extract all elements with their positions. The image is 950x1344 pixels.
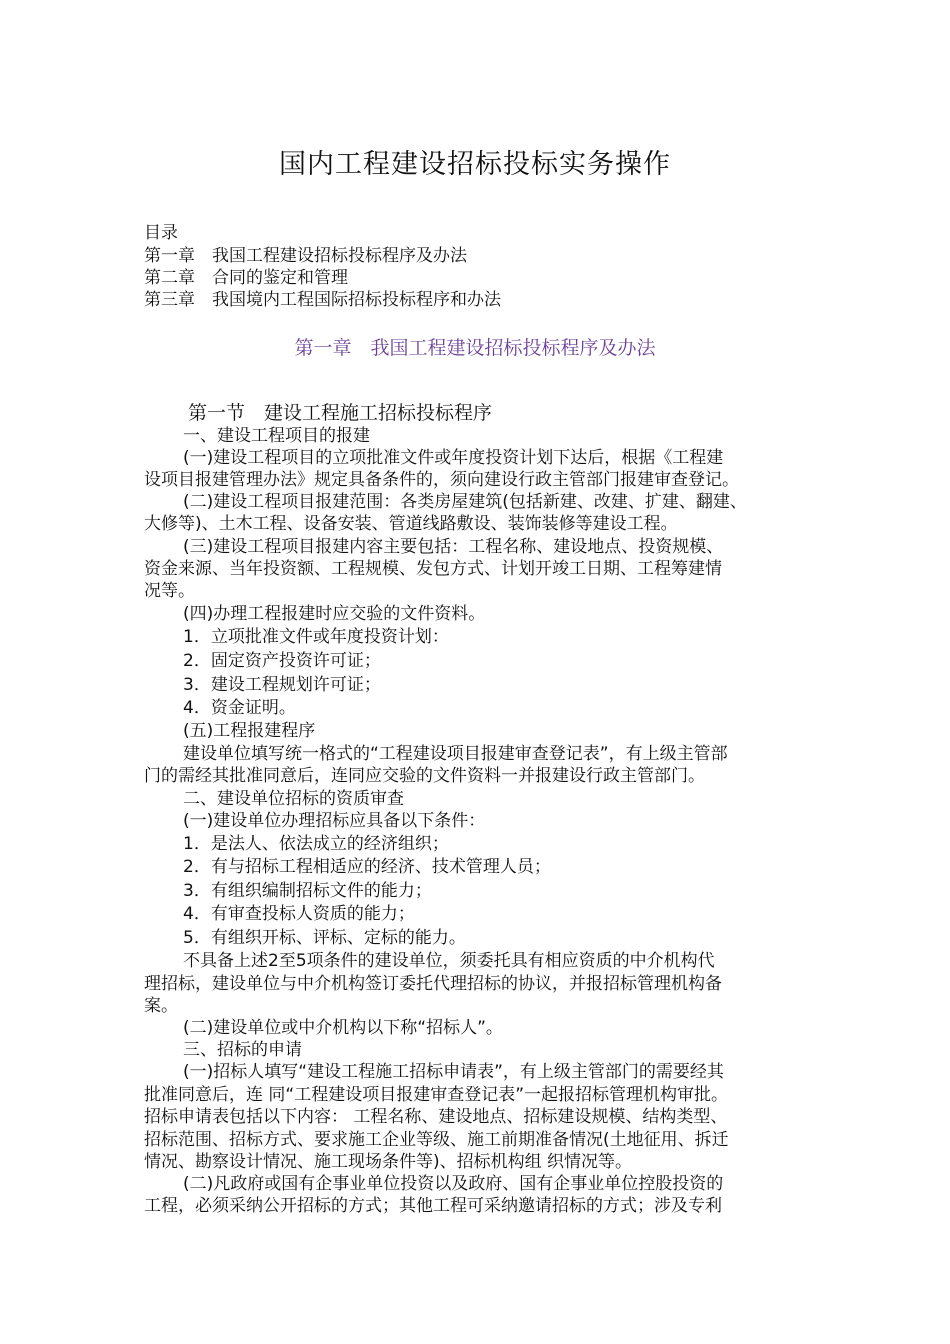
body-line: 大修等)、土木工程、设备安装、管道线路敷设、装饰装修等建设工程。	[144, 514, 678, 534]
list-item: 1．是法人、依法成立的经济组织；	[183, 834, 449, 854]
list-item: 4．资金证明。	[183, 698, 296, 718]
body-line: (四)办理工程报建时应交验的文件资料。	[183, 604, 486, 624]
body-line: 招标范围、招标方式、要求施工企业等级、施工前期准备情况(土地征用、拆迁	[144, 1130, 729, 1150]
body-line: 设项目报建管理办法》规定具备条件的，须向建设行政主管部门报建审查登记。	[144, 470, 739, 490]
body-line: 情况、勘察设计情况、施工现场条件等)、招标机构组 织情况等。	[144, 1152, 633, 1172]
body-line: 工程，必须采纳公开招标的方式；其他工程可采纳邀请招标的方式；涉及专利	[144, 1196, 722, 1216]
subsection-heading: 三、招标的申请	[183, 1040, 302, 1060]
body-line: (五)工程报建程序	[183, 721, 316, 741]
section-heading: 第一节 建设工程施工招标投标程序	[188, 402, 493, 424]
body-line: (一)建设单位办理招标应具备以下条件：	[183, 811, 486, 831]
body-line: (二)凡政府或国有企事业单位投资以及政府、国有企事业单位控股投资的	[183, 1174, 724, 1194]
body-line: 不具备上述2至5项条件的建设单位，须委托具有相应资质的中介机构代	[183, 951, 715, 971]
body-line: 理招标，建设单位与中介机构签订委托代理招标的协议，并报招标管理机构备	[144, 974, 722, 994]
toc-item: 第一章 我国工程建设招标投标程序及办法	[144, 246, 467, 266]
body-line: (三)建设工程项目报建内容主要包括：工程名称、建设地点、投资规模、	[183, 537, 724, 557]
body-line: (二)建设工程项目报建范围：各类房屋建筑(包括新建、改建、扩建、翻建、	[183, 492, 747, 512]
body-line: 建设单位填写统一格式的“工程建设项目报建审查登记表”，有上级主管部	[183, 744, 728, 764]
body-line: (一)招标人填写“建设工程施工招标申请表”，有上级主管部门的需要经其	[183, 1062, 724, 1082]
body-line: (一)建设工程项目的立项批准文件或年度投资计划下达后，根据《工程建	[183, 448, 724, 468]
toc-heading: 目录	[144, 223, 178, 243]
chapter-heading: 第一章 我国工程建设招标投标程序及办法	[294, 337, 656, 359]
list-item: 1．立项批准文件或年度投资计划：	[183, 627, 449, 647]
body-line: 招标申请表包括以下内容： 工程名称、建设地点、招标建设规模、结构类型、	[144, 1107, 728, 1127]
body-line: 门的需经其批准同意后，连同应交验的文件资料一并报建设行政主管部门。	[144, 766, 705, 786]
body-line: 况等。	[144, 581, 195, 601]
list-item: 4．有审查投标人资质的能力；	[183, 904, 415, 924]
list-item: 5．有组织开标、评标、定标的能力。	[183, 928, 466, 948]
subsection-heading: 一、建设工程项目的报建	[183, 426, 370, 446]
document-title: 国内工程建设招标投标实务操作	[279, 149, 671, 180]
list-item: 3．建设工程规划许可证；	[183, 675, 381, 695]
list-item: 2．有与招标工程相适应的经济、技术管理人员；	[183, 857, 551, 877]
list-item: 2．固定资产投资许可证；	[183, 651, 381, 671]
body-line: 批准同意后，连 同“工程建设项目报建审查登记表”一起报招标管理机构审批。	[144, 1085, 729, 1105]
toc-item: 第二章 合同的鉴定和管理	[144, 268, 348, 288]
body-line: 案。	[144, 996, 178, 1016]
toc-item: 第三章 我国境内工程国际招标投标程序和办法	[144, 290, 501, 310]
body-line: 资金来源、当年投资额、工程规模、发包方式、计划开竣工日期、工程筹建情	[144, 559, 722, 579]
body-line: (二)建设单位或中介机构以下称“招标人”。	[183, 1018, 503, 1038]
list-item: 3．有组织编制招标文件的能力；	[183, 881, 432, 901]
subsection-heading: 二、建设单位招标的资质审查	[183, 789, 404, 809]
